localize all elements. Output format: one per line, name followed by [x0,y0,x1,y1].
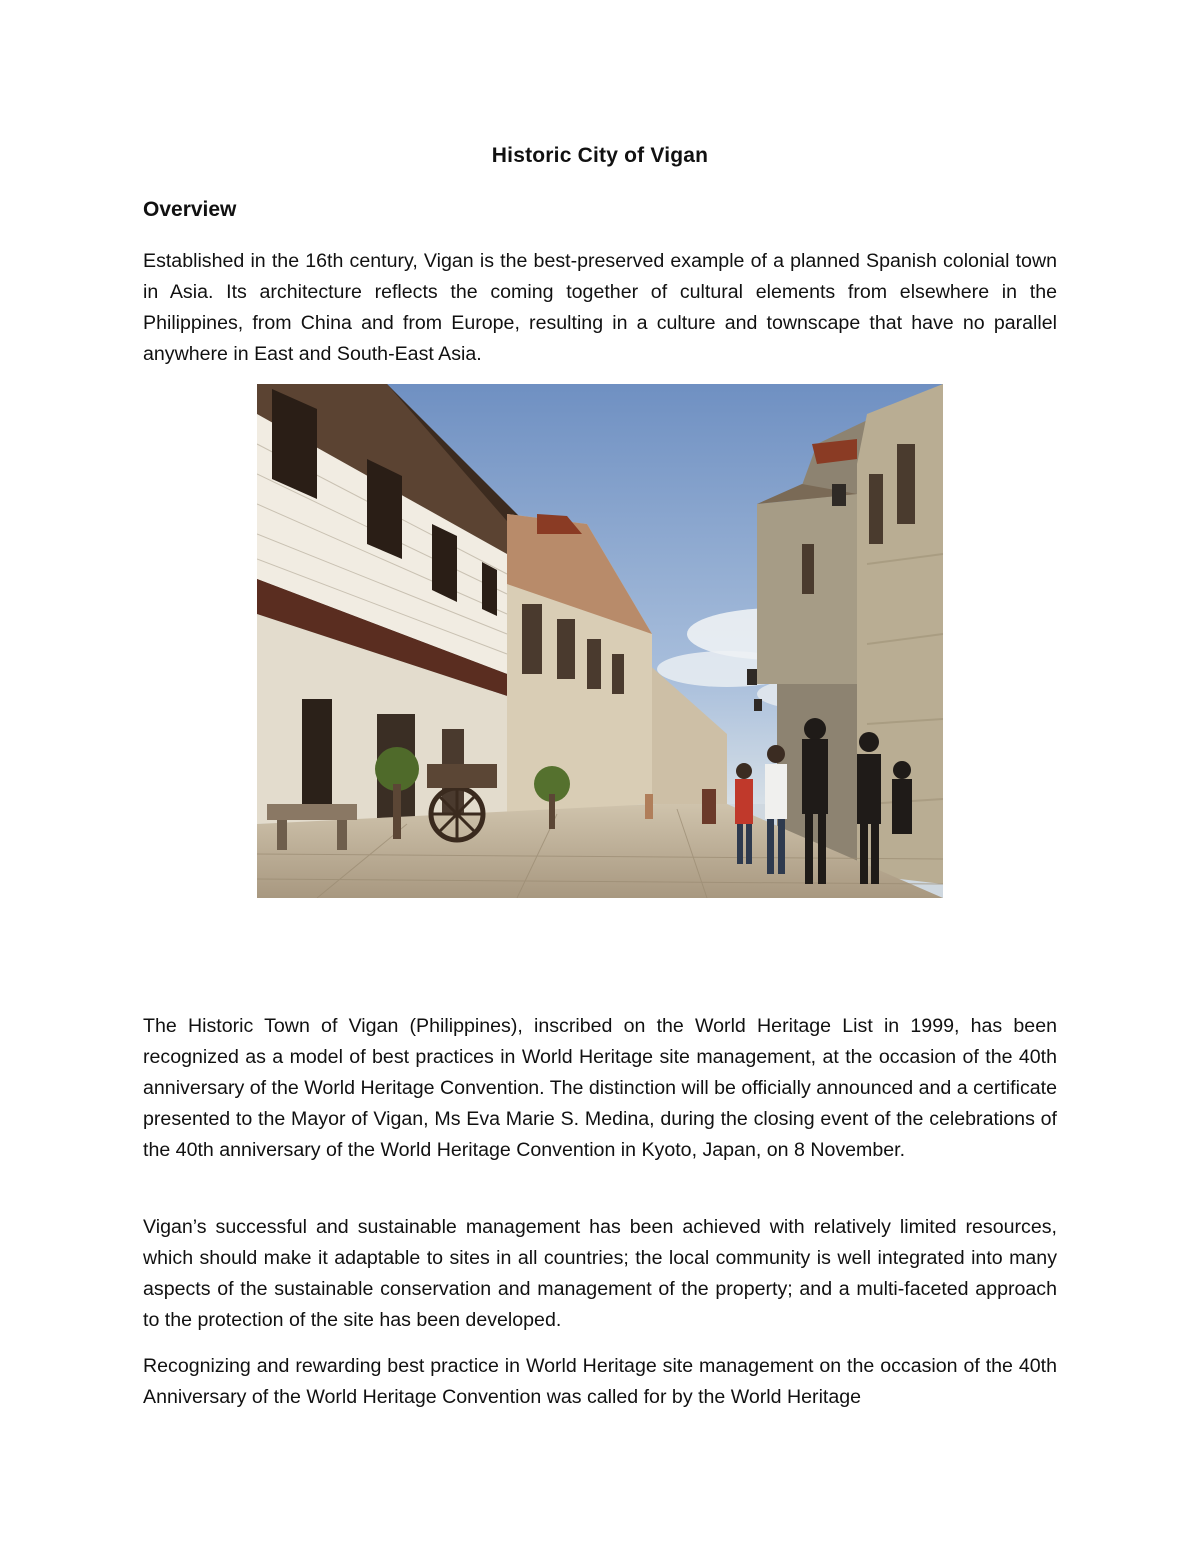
section-heading-overview: Overview [143,198,237,221]
management-paragraph: Vigan’s successful and sustainable management has been achieved with relatively limited resources, which should make it adaptable to sites in all countries; the local community is well integrated into many aspects of the sustainable conservation and management of the property; and a multi-faceted approach to the protection of the site has been developed. [143,1216,1057,1331]
document-title: Historic City of Vigan [491,144,709,167]
vigan-street-photo [257,384,943,898]
recognition-paragraph: Recognizing and rewarding best practice in World Heritage site management on the occasion of the 40th Anniversary of the World Heritage Convention was called for by the World Heritage [143,1355,1057,1408]
inscription-paragraph: The Historic Town of Vigan (Philippines), inscribed on the World Heritage List in 1999, has been recognized as a model of best practices in World Heritage site management, at the occasion of the 40th anniversary of the World Heritage Convention. The distinction will be officially announced and a certificate presented to the Mayor of Vigan, Ms Eva Marie S. Medina, during the closing event of the celebrations of the 40th anniversary of the World Heritage Convention in Kyoto, Japan, on 8 November. [143,1015,1057,1161]
overview-paragraph: Established in the 16th century, Vigan is the best-preserved example of a planned Spanish colonial town in Asia. Its architecture reflects the coming together of cultural elements from elsewhere in the Philippines, from China and from Europe, resulting in a culture and townscape that have no parallel anywhere in East and South-East Asia. [143,250,1057,365]
